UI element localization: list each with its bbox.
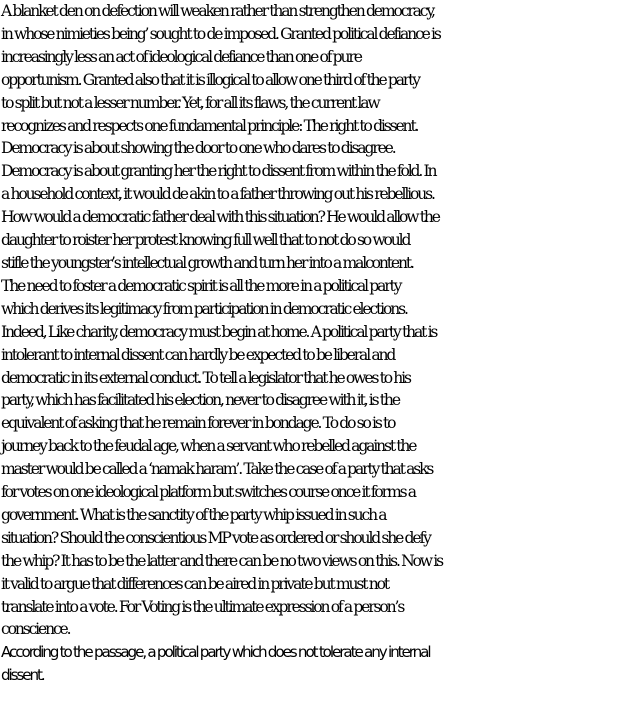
passage-line: daughter to roister her protest knowing full well that to not do so would <box>1 231 410 250</box>
question-line: According to the passage, a political party which does not tolerate any internal <box>1 643 430 662</box>
passage-text <box>1 0 638 641</box>
passage-line: to split but not a lesser number. Yet, for all its flaws, the current law <box>1 93 379 112</box>
passage-line: journey back to the feudal age, when a servant who rebelled against the <box>1 437 416 456</box>
passage-line: government. What is the sanctity of the party whip issued in such a <box>1 505 386 524</box>
passage-line: a household context, it would de akin to a father throwing out his rebellious. <box>1 185 434 204</box>
passage-line: opportunism. Granted also that it is illogical to allow one third of the party <box>1 70 419 89</box>
passage-line: A blanket den on defection will weaken rather than strengthen democracy, <box>1 2 434 20</box>
passage-line: master would be called a ‘namak haram’. Take the case of a party that asks <box>1 460 433 479</box>
passage-line: equivalent of asking that he remain forever in bondage. To do so is to <box>1 414 395 433</box>
passage-line: translate into a vote. For Voting is the ultimate expression of a person’s <box>1 597 404 616</box>
passage-line: Democracy is about granting her the right to dissent from within the fold. In <box>1 162 436 181</box>
passage-line: increasingly less an act of ideological defiance than one of pure <box>1 47 361 66</box>
passage-line: The need to foster a democratic spirit is all the more in a political party <box>1 276 401 295</box>
passage-line: recognizes and respects one fundamental principle: The right to dissent. <box>1 116 418 135</box>
passage-line: it valid to argue that differences can be aired in private but must not <box>1 574 388 593</box>
passage-line: Democracy is about showing the door to one who dares to disagree. <box>1 139 395 158</box>
passage-line: stifle the youngster’s intellectual growth and turn her into a malcontent. <box>1 253 413 272</box>
passage-line: the whip? It has to be the latter and there can be no two views on this. Now is <box>1 551 442 570</box>
passage-line: How would a democratic father deal with this situation? He would allow the <box>1 208 439 227</box>
passage-line: Indeed, Like charity, democracy must begin at home. A political party that is <box>1 322 437 341</box>
passage-line: which derives its legitimacy from participation in democratic elections. <box>1 299 407 318</box>
passage-line: intolerant to internal dissent can hardly be expected to be liberal and <box>1 345 395 364</box>
question-line: dissent. <box>1 666 44 685</box>
passage-line: democratic in its external conduct. To tell a legislator that he owes to his <box>1 368 410 387</box>
passage-line: situation? Should the conscientious MP vote as ordered or should she defy <box>1 528 430 547</box>
passage-line: in whose nimieties being’ sought to de imposed. Granted political defiance is <box>1 24 440 43</box>
passage-line: conscience. <box>1 620 70 639</box>
question-text <box>1 641 638 687</box>
passage-line: for votes on one ideological platform but switches course once it forms a <box>1 483 415 502</box>
passage-line: party, which has facilitated his election, never to disagree with it, is the <box>1 391 399 410</box>
